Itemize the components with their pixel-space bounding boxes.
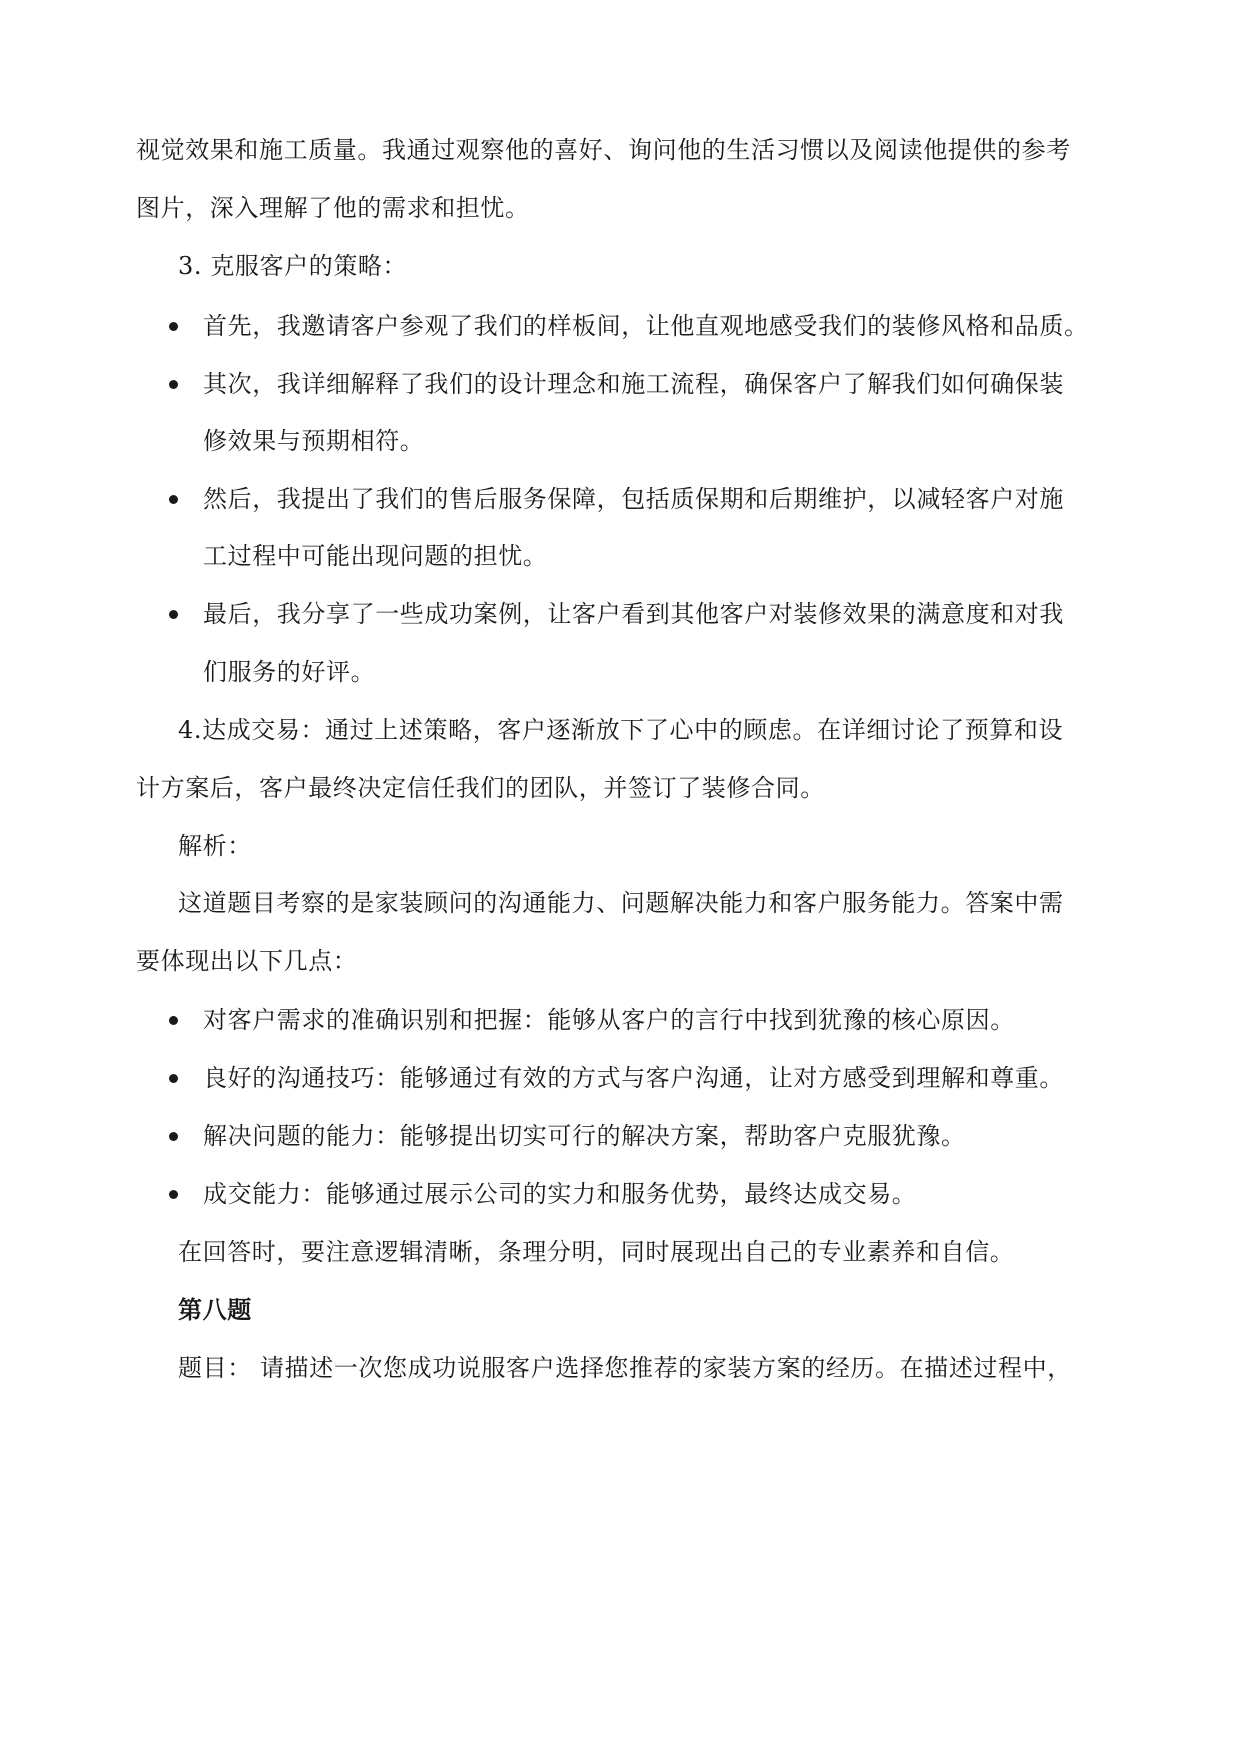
list-item: 解决问题的能力：能够提出切实可行的解决方案，帮助客户克服犹豫。 <box>203 1122 966 1150</box>
bullet-icon <box>169 495 178 504</box>
list-item: 首先，我邀请客户参观了我们的样板间，让他直观地感受我们的装修风格和品质。 <box>203 312 1089 340</box>
list-item: 成交能力：能够通过展示公司的实力和服务优势，最终达成交易。 <box>203 1180 917 1208</box>
list-item: 良好的沟通技巧：能够通过有效的方式与客户沟通，让对方感受到理解和尊重。 <box>203 1064 1064 1092</box>
paragraph-line: 视觉效果和施工质量。我通过观察他的喜好、询问他的生活习惯以及阅读他提供的参考 <box>136 136 1071 164</box>
list-item: 然后，我提出了我们的售后服务保障，包括质保期和后期维护，以减轻客户对施 <box>203 485 1064 513</box>
bullet-icon <box>169 1016 178 1025</box>
paragraph-line: 图片，深入理解了他的需求和担忧。 <box>136 194 530 222</box>
question-title: 第八题 <box>178 1295 252 1324</box>
bullet-icon <box>169 1074 178 1083</box>
question-text: 题目： 请描述一次您成功说服客户选择您推荐的家装方案的经历。在描述过程中， <box>178 1354 1072 1382</box>
list-item: 最后，我分享了一些成功案例，让客户看到其他客户对装修效果的满意度和对我 <box>203 600 1064 628</box>
list-item-continuation: 修效果与预期相符。 <box>203 427 425 455</box>
bullet-icon <box>169 322 178 331</box>
bullet-icon <box>169 610 178 619</box>
paragraph-line: 要体现出以下几点： <box>136 947 358 975</box>
bullet-icon <box>169 1132 178 1141</box>
analysis-heading: 解析： <box>178 832 252 860</box>
paragraph-line: 4.达成交易：通过上述策略，客户逐渐放下了心中的顾虑。在详细讨论了预算和设 <box>178 716 1064 744</box>
bullet-icon <box>169 1190 178 1199</box>
list-item: 对客户需求的准确识别和把握：能够从客户的言行中找到犹豫的核心原因。 <box>203 1006 1015 1034</box>
bullet-icon <box>169 380 178 389</box>
section-heading: 3. 克服客户的策略： <box>178 252 408 280</box>
paragraph-line: 在回答时，要注意逻辑清晰，条理分明，同时展现出自己的专业素养和自信。 <box>178 1238 1015 1266</box>
paragraph-line: 这道题目考察的是家装顾问的沟通能力、问题解决能力和客户服务能力。答案中需 <box>178 889 1064 917</box>
list-item-continuation: 工过程中可能出现问题的担忧。 <box>203 542 548 570</box>
paragraph-line: 计方案后，客户最终决定信任我们的团队，并签订了装修合同。 <box>136 774 825 802</box>
list-item-continuation: 们服务的好评。 <box>203 658 376 686</box>
list-item: 其次，我详细解释了我们的设计理念和施工流程，确保客户了解我们如何确保装 <box>203 370 1064 398</box>
